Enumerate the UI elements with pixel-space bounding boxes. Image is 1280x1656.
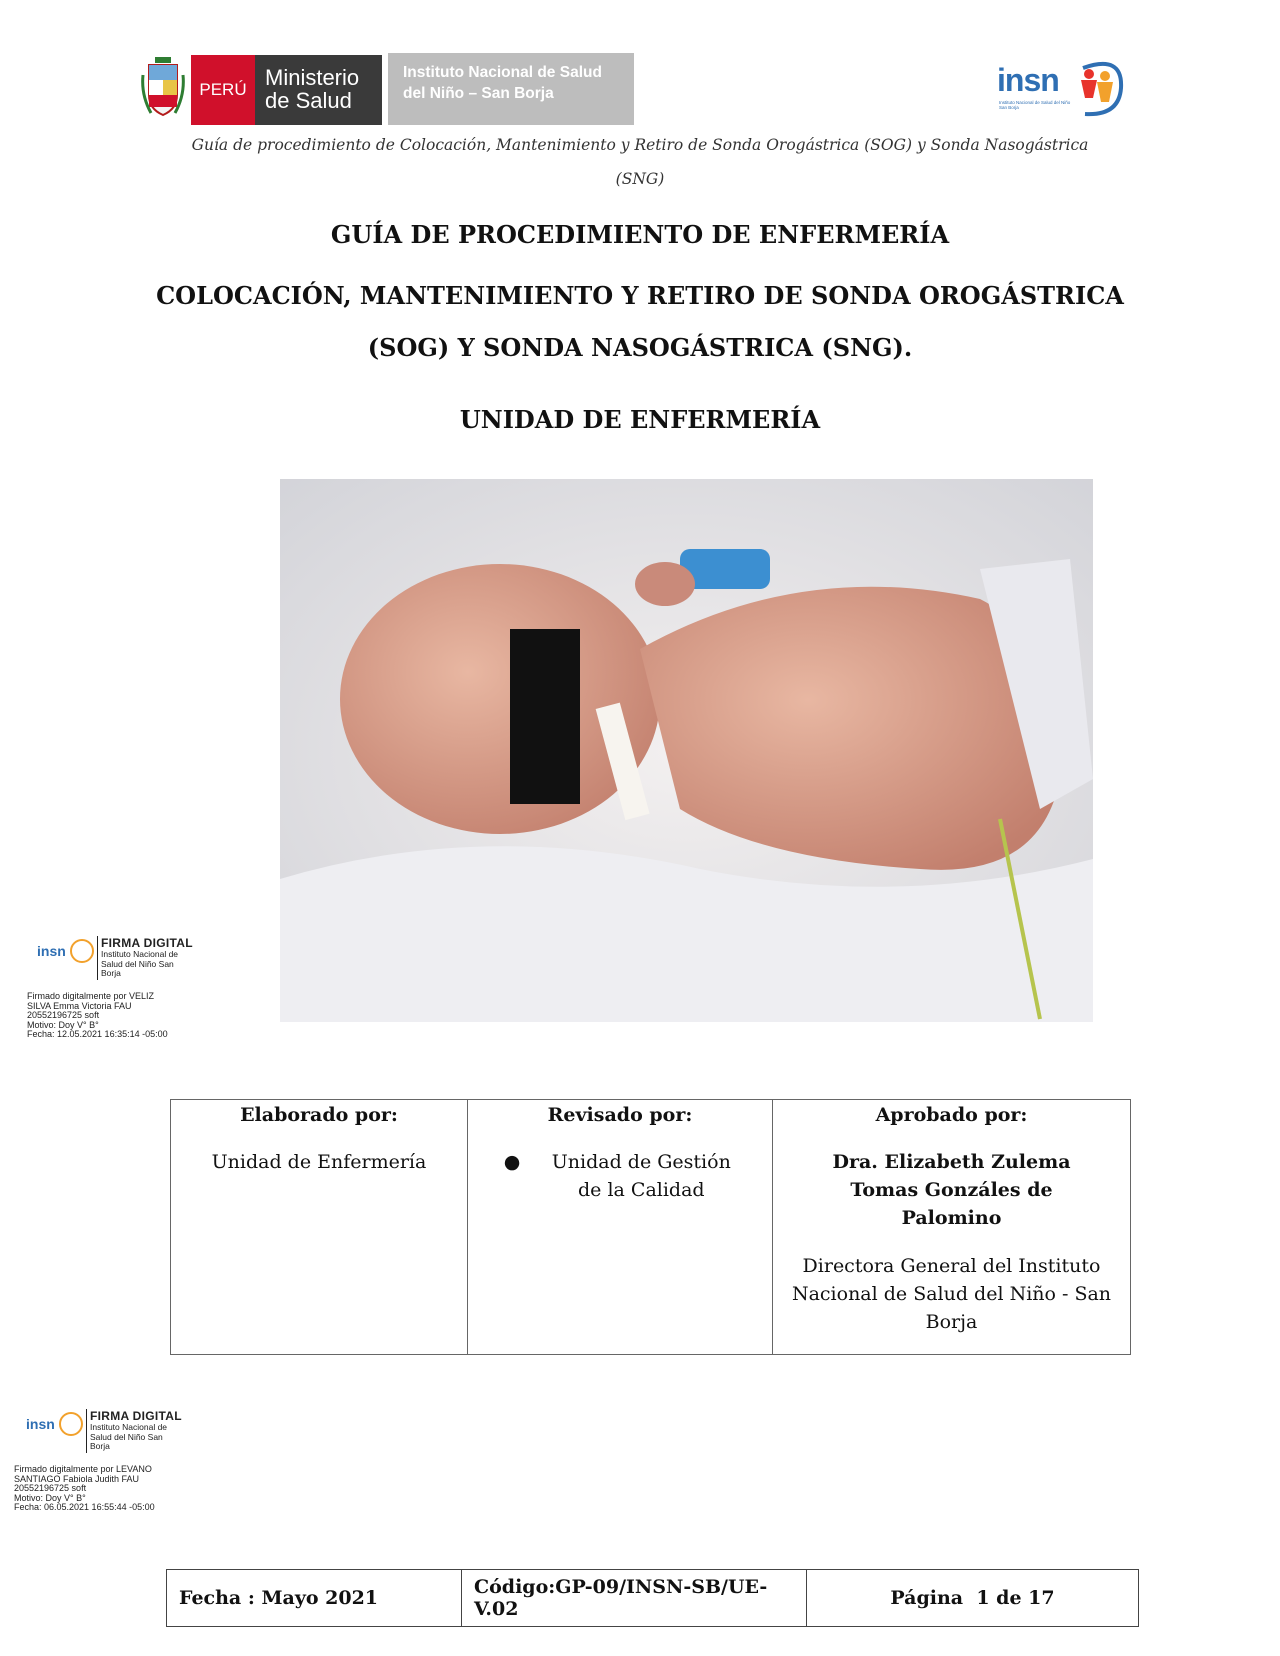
revisado-header: Revisado por: [547, 1104, 693, 1126]
digital-signature-stamp [14, 1403, 214, 1533]
procedure-title-line1: COLOCACIÓN, MANTENIMIENTO Y RETIRO DE SONDA OROGÁSTRICA [156, 281, 1124, 310]
stamp-firma-label: FIRMA DIGITAL [90, 1409, 182, 1423]
stamp-insn-logo: insn [37, 943, 66, 959]
revisado-list-item [478, 1148, 762, 1204]
footer-code: Código:GP-09/INSN-SB/UE- V.02 [462, 1570, 807, 1627]
revisado-cell [468, 1100, 773, 1355]
instituto-label [388, 53, 634, 125]
elaborado-header: Elaborado por: [240, 1104, 398, 1126]
footer-date: Fecha : Mayo 2021 [167, 1570, 462, 1627]
page-title: GUÍA DE PROCEDIMIENTO DE ENFERMERÍA [330, 220, 950, 249]
ministerio-line1: Ministerio [265, 65, 360, 90]
insn-children-icon [1075, 58, 1125, 118]
insn-logo-text: insn [997, 62, 1059, 98]
procedure-title-line2: (SOG) Y SONDA NASOGÁSTRICA (SNG). [367, 333, 913, 362]
insn-logo [995, 54, 1130, 126]
stamp-divider [97, 936, 98, 980]
stamp-logo-icon [70, 939, 94, 963]
peru-label: PERÚ [191, 55, 255, 125]
aprobado-cell [773, 1100, 1131, 1355]
ministerio-line2: de Salud [265, 88, 352, 113]
footer-table [166, 1569, 1139, 1627]
aprobado-header: Aprobado por: [875, 1104, 1028, 1126]
digital-signature-stamp [27, 930, 227, 1060]
footer-page: Página 1 de 17 [807, 1570, 1139, 1627]
ministerio-label [255, 55, 382, 125]
stamp-firma-sub: Instituto Nacional de Salud del Niño San Borja [101, 949, 179, 978]
aprobado-role: Directora General del Instituto Nacional de Salud del Niño - San Borja [791, 1255, 1112, 1333]
stamp-logo-icon [59, 1412, 83, 1436]
stamp-signature-text: Firmado digitalmente por LEVANO SANTIAGO Fabiola Judith FAU 20552196725 soft Motivo: Doy V° B° Fecha: 06.05.2021 16:55:44 -05:00 [14, 1464, 155, 1512]
approval-table [170, 1099, 1131, 1355]
guide-subtitle-line2: (SNG) [615, 170, 665, 188]
stamp-insn-logo: insn [26, 1416, 55, 1432]
stamp-firma-label: FIRMA DIGITAL [101, 936, 193, 950]
bullet-icon: ● [503, 1151, 521, 1173]
peru-coat-of-arms-icon [141, 55, 185, 121]
aprobado-name: Dra. Elizabeth Zulema Tomas Gonzáles de Palomino [832, 1151, 1071, 1229]
instituto-line2: del Niño – San Borja [403, 85, 554, 102]
elaborado-cell [171, 1100, 468, 1355]
guide-subtitle [120, 128, 1160, 196]
elaborado-value: Unidad de Enfermería [211, 1151, 427, 1173]
guide-subtitle-line1: Guía de procedimiento de Colocación, Mantenimiento y Retiro de Sonda Orogástrica (SOG) y Sonda Nasogástrica [191, 136, 1089, 154]
instituto-line1: Instituto Nacional de Salud [403, 64, 602, 81]
stamp-divider [86, 1409, 87, 1453]
unit-title: UNIDAD DE ENFERMERÍA [459, 405, 821, 434]
insn-logo-subtext: Instituto Nacional de Salud del Niño San Borja [999, 100, 1071, 110]
stamp-signature-text: Firmado digitalmente por VELIZ SILVA Emma Victoria FAU 20552196725 soft Motivo: Doy V° B° Fecha: 12.05.2021 16:35:14 -05:00 [27, 991, 168, 1039]
stamp-firma-sub: Instituto Nacional de Salud del Niño San Borja [90, 1422, 168, 1451]
revisado-value: Unidad de Gestión de la Calidad [551, 1151, 731, 1201]
newborn-photo [280, 479, 1093, 1022]
